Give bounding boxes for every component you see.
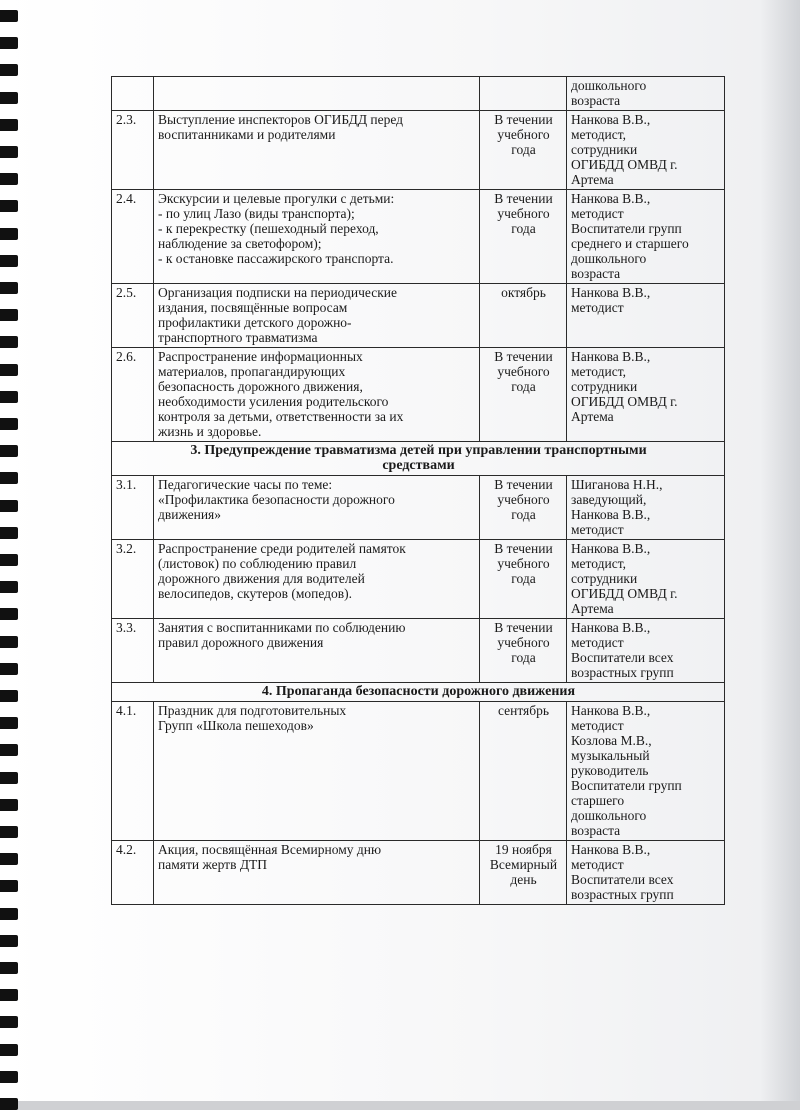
responsible-cell [567, 77, 725, 111]
binding-ring [0, 880, 18, 892]
item-number: 4.2. [112, 841, 154, 905]
term-line: года [511, 142, 536, 157]
responsible-line: возраста [571, 823, 621, 838]
event-cell [154, 476, 480, 540]
term-line: года [511, 221, 536, 236]
binding-ring [0, 908, 18, 920]
responsible-line: методист, [571, 364, 626, 379]
binding-ring [0, 1044, 18, 1056]
term-cell [480, 841, 567, 905]
event-line: правил дорожного движения [158, 635, 324, 650]
event-line: воспитанниками и родителями [158, 127, 336, 142]
term-line: В течении [494, 541, 553, 556]
table-row [112, 77, 725, 111]
event-line: издания, посвящённые вопросам [158, 300, 348, 315]
responsible-cell [567, 702, 725, 841]
responsible-line: Нанкова В.В., [571, 703, 651, 718]
binding-ring [0, 853, 18, 865]
table-row [112, 702, 725, 841]
event-line: «Профилактика безопасности дорожного [158, 492, 395, 507]
binding-ring [0, 500, 18, 512]
term-line: В течении [494, 191, 553, 206]
term-cell [480, 348, 567, 442]
responsible-line: Воспитатели групп [571, 778, 682, 793]
table-body [112, 77, 725, 905]
binding-ring [0, 255, 18, 267]
item-number: 2.4. [112, 190, 154, 284]
responsible-line: Воспитатели всех [571, 650, 674, 665]
item-number: 2.5. [112, 284, 154, 348]
event-line: Праздник для подготовительных [158, 703, 347, 718]
term-line: Всемирный [489, 857, 558, 872]
responsible-line: методист [571, 718, 624, 733]
event-cell [154, 702, 480, 841]
responsible-line: Шиганова Н.Н., [571, 477, 663, 492]
spiral-binding [0, 0, 20, 1101]
binding-ring [0, 554, 18, 566]
event-line: Распространение среди родителей памяток [158, 541, 406, 556]
term-cell [480, 540, 567, 619]
term-cell [480, 476, 567, 540]
responsible-line: ОГИБДД ОМВД г. [571, 157, 678, 172]
event-cell [154, 111, 480, 190]
binding-ring [0, 608, 18, 620]
binding-ring [0, 772, 18, 784]
binding-ring [0, 92, 18, 104]
item-number: 2.3. [112, 111, 154, 190]
binding-ring [0, 336, 18, 348]
event-line: Экскурсии и целевые прогулки с детьми: [158, 191, 395, 206]
term-line: сентябрь [497, 703, 550, 718]
event-plan-table [111, 76, 725, 905]
responsible-line: возрастных групп [571, 665, 674, 680]
event-cell [154, 284, 480, 348]
responsible-cell [567, 111, 725, 190]
responsible-line: дошкольного [571, 251, 647, 266]
responsible-line: Воспитатели всех [571, 872, 674, 887]
event-line: Распространение информационных [158, 349, 363, 364]
event-line: (листовок) по соблюдению правил [158, 556, 357, 571]
binding-ring [0, 1071, 18, 1083]
term-line: года [511, 650, 536, 665]
responsible-cell [567, 348, 725, 442]
responsible-line: возраста [571, 266, 621, 281]
event-line: безопасность дорожного движения, [158, 379, 363, 394]
responsible-line: Нанкова В.В., [571, 349, 651, 364]
binding-ring [0, 391, 18, 403]
term-line: года [511, 571, 536, 586]
responsible-line: Нанкова В.В., [571, 507, 651, 522]
event-line: Педагогические часы по теме: [158, 477, 333, 492]
responsible-cell [567, 619, 725, 683]
binding-ring [0, 228, 18, 240]
item-number: 2.6. [112, 348, 154, 442]
event-cell [154, 841, 480, 905]
binding-ring [0, 717, 18, 729]
event-cell [154, 619, 480, 683]
term-line: 19 ноября [495, 842, 552, 857]
term-line: учебного [497, 206, 550, 221]
binding-ring [0, 799, 18, 811]
binding-ring [0, 146, 18, 158]
responsible-line: методист [571, 857, 624, 872]
term-cell [480, 77, 567, 111]
responsible-line: Нанкова В.В., [571, 191, 651, 206]
table-row [112, 476, 725, 540]
responsible-line: старшего [571, 793, 625, 808]
responsible-line: руководитель [571, 763, 649, 778]
responsible-line: Нанкова В.В., [571, 285, 651, 300]
binding-ring [0, 962, 18, 974]
responsible-line: дошкольного [571, 808, 647, 823]
responsible-line: методист [571, 635, 624, 650]
item-number: 3.1. [112, 476, 154, 540]
event-line: наблюдение за светофором); [158, 236, 322, 251]
binding-ring [0, 282, 18, 294]
item-number: 3.3. [112, 619, 154, 683]
responsible-line: среднего и старшего [571, 236, 689, 251]
table-row [112, 540, 725, 619]
item-number: 3.2. [112, 540, 154, 619]
event-line: контроля за детьми, ответственности за их [158, 409, 404, 424]
event-line: материалов, пропагандирующих [158, 364, 346, 379]
binding-ring [0, 119, 18, 131]
binding-ring [0, 663, 18, 675]
table-row [112, 284, 725, 348]
binding-ring [0, 309, 18, 321]
section-title [112, 683, 725, 702]
responsible-line: методист, [571, 127, 626, 142]
term-cell [480, 702, 567, 841]
event-line: Выступление инспекторов ОГИБДД перед [158, 112, 404, 127]
term-line: день [510, 872, 537, 887]
term-cell [480, 190, 567, 284]
binding-ring [0, 364, 18, 376]
responsible-line: ОГИБДД ОМВД г. [571, 394, 678, 409]
table-row [112, 348, 725, 442]
responsible-line: методист [571, 206, 624, 221]
responsible-line: дошкольного [571, 78, 647, 93]
item-number [112, 77, 154, 111]
responsible-line: Артема [571, 601, 614, 616]
term-cell [480, 284, 567, 348]
section-title-line: 3. Предупреждение травматизма детей при управлении транспортными [190, 443, 647, 458]
responsible-line: заведующий, [571, 492, 647, 507]
binding-ring [0, 690, 18, 702]
term-line: В течении [494, 620, 553, 635]
event-line: - к перекрестку (пешеходный переход, [158, 221, 379, 236]
event-line: - к остановке пассажирского транспорта. [158, 251, 394, 266]
term-line: октябрь [501, 285, 546, 300]
section-title-line: 4. Пропаганда безопасности дорожного движения [261, 684, 576, 699]
responsible-line: музыкальный [571, 748, 650, 763]
binding-ring [0, 418, 18, 430]
event-line: памяти жертв ДТП [158, 857, 268, 872]
term-line: В течении [494, 477, 553, 492]
responsible-line: ОГИБДД ОМВД г. [571, 586, 678, 601]
binding-ring [0, 37, 18, 49]
event-cell [154, 77, 480, 111]
binding-ring [0, 445, 18, 457]
responsible-line: сотрудники [571, 571, 638, 586]
event-line: дорожного движения для водителей [158, 571, 365, 586]
binding-ring [0, 1016, 18, 1028]
responsible-line: Нанкова В.В., [571, 620, 651, 635]
responsible-line: Нанкова В.В., [571, 541, 651, 556]
event-line: Занятия с воспитанниками по соблюдению [158, 620, 406, 635]
event-line: Организация подписки на периодические [158, 285, 398, 300]
binding-ring [0, 472, 18, 484]
responsible-cell [567, 190, 725, 284]
term-line: учебного [497, 556, 550, 571]
binding-ring [0, 581, 18, 593]
event-cell [154, 348, 480, 442]
table-row [112, 841, 725, 905]
table-row [112, 619, 725, 683]
responsible-line: Воспитатели групп [571, 221, 682, 236]
section-header-row [112, 683, 725, 702]
event-line: велосипедов, скутеров (мопедов). [158, 586, 353, 601]
term-line: В течении [494, 349, 553, 364]
event-line: транспортного травматизма [158, 330, 318, 345]
responsible-line: Нанкова В.В., [571, 842, 651, 857]
binding-ring [0, 173, 18, 185]
event-line: движения» [158, 507, 222, 522]
responsible-line: Артема [571, 172, 614, 187]
responsible-line: методист [571, 522, 624, 537]
binding-ring [0, 826, 18, 838]
event-cell [154, 540, 480, 619]
binding-ring [0, 1098, 18, 1110]
section-title-line: средствами [382, 458, 455, 473]
page-edge-shadow [760, 0, 800, 1101]
item-number: 4.1. [112, 702, 154, 841]
responsible-line: Артема [571, 409, 614, 424]
term-line: учебного [497, 127, 550, 142]
binding-ring [0, 527, 18, 539]
section-title [112, 442, 725, 476]
term-line: года [511, 379, 536, 394]
event-line: Акция, посвящённая Всемирному дню [158, 842, 382, 857]
binding-ring [0, 989, 18, 1001]
term-line: года [511, 507, 536, 522]
responsible-line: Нанкова В.В., [571, 112, 651, 127]
section-header-row [112, 442, 725, 476]
event-line: - по улиц Лазо (виды транспорта); [158, 206, 355, 221]
event-line: жизнь и здоровье. [158, 424, 262, 439]
event-line: Групп «Школа пешеходов» [158, 718, 314, 733]
binding-ring [0, 200, 18, 212]
binding-ring [0, 636, 18, 648]
responsible-line: методист [571, 300, 624, 315]
responsible-line: сотрудники [571, 142, 638, 157]
binding-ring [0, 935, 18, 947]
responsible-line: возрастных групп [571, 887, 674, 902]
binding-ring [0, 744, 18, 756]
event-line: профилактики детского дорожно- [158, 315, 352, 330]
responsible-line: Козлова М.В., [571, 733, 652, 748]
binding-ring [0, 10, 18, 22]
term-line: В течении [494, 112, 553, 127]
term-line: учебного [497, 364, 550, 379]
responsible-cell [567, 476, 725, 540]
term-line: учебного [497, 492, 550, 507]
responsible-cell [567, 284, 725, 348]
responsible-line: методист, [571, 556, 626, 571]
responsible-cell [567, 540, 725, 619]
binding-ring [0, 64, 18, 76]
responsible-line: сотрудники [571, 379, 638, 394]
event-cell [154, 190, 480, 284]
term-cell [480, 111, 567, 190]
event-line: необходимости усиления родительского [158, 394, 389, 409]
responsible-cell [567, 841, 725, 905]
table-row [112, 111, 725, 190]
table-row [112, 190, 725, 284]
term-line: учебного [497, 635, 550, 650]
term-cell [480, 619, 567, 683]
responsible-line: возраста [571, 93, 621, 108]
